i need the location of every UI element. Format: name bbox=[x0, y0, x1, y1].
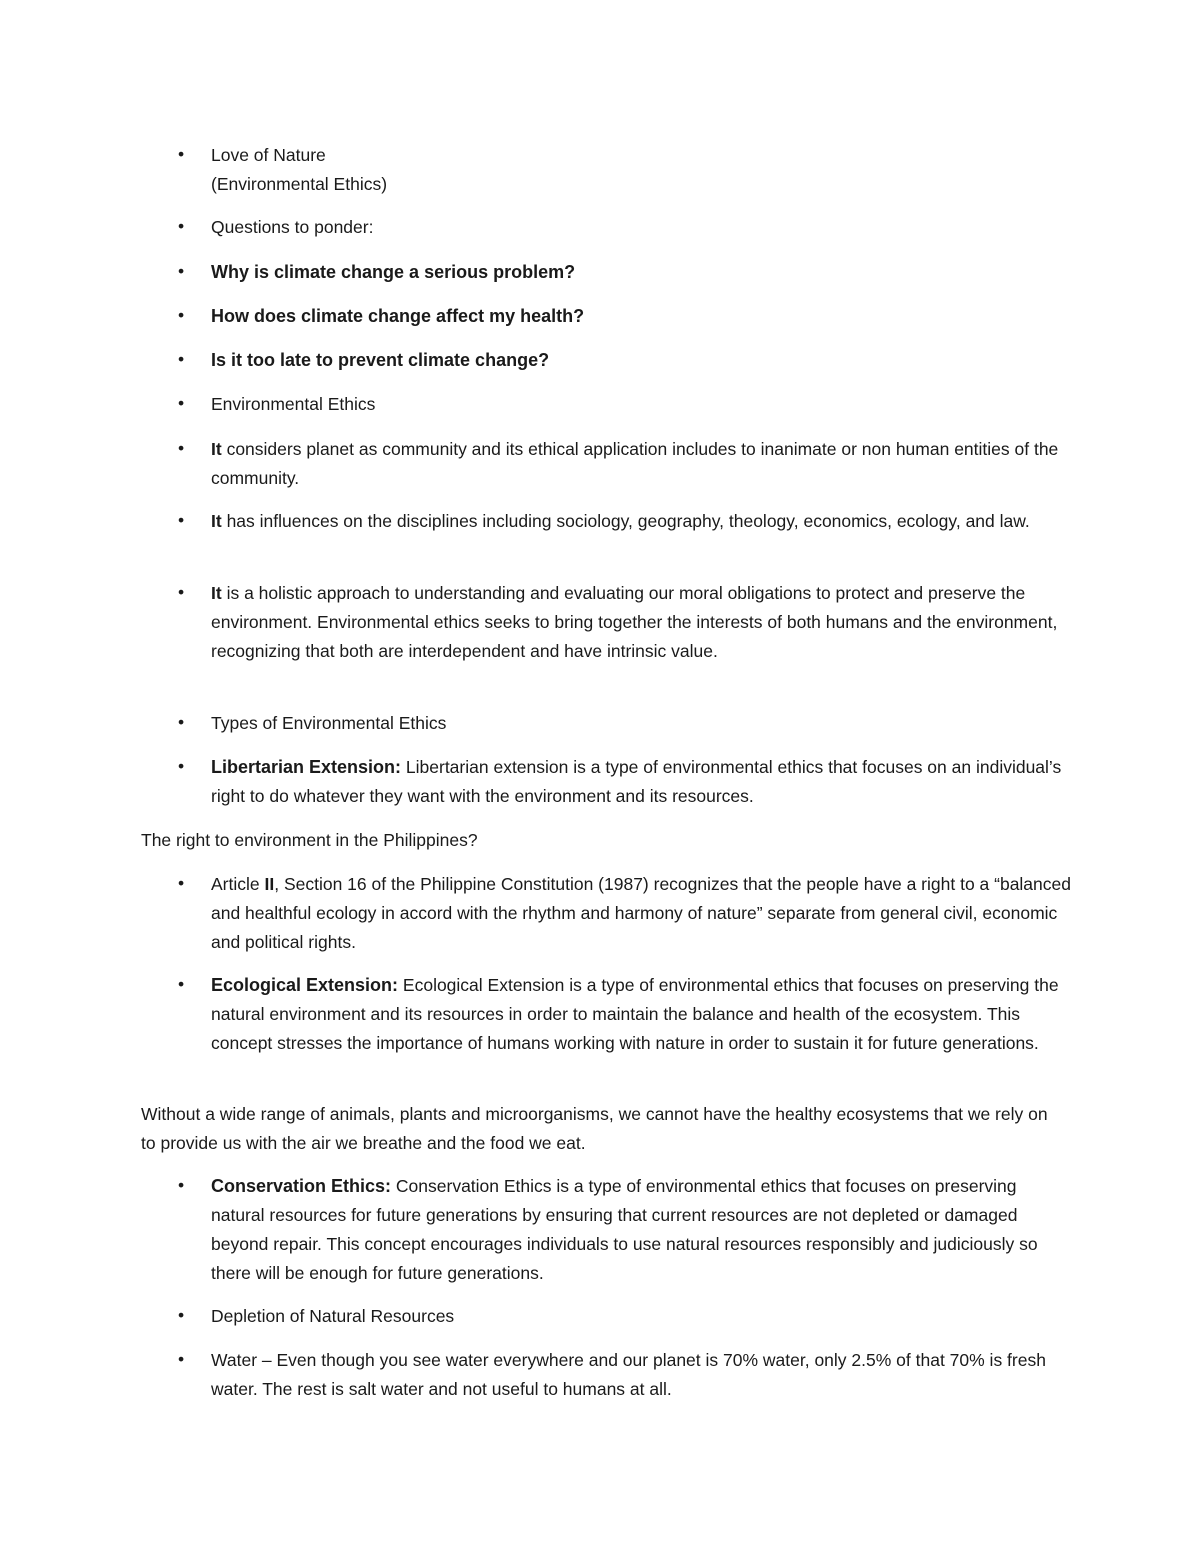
libertarian-extension bbox=[211, 753, 1071, 811]
bullet-icon: • bbox=[178, 349, 185, 369]
article-post: , Section 16 of the Philippine Constitution (1987) recognizes that the people have a right to a “balanced and healthful ecology in accord with the rhythm and harmony of nature” separate from general civil, economic and political rights. bbox=[211, 874, 1071, 952]
depletion-heading: Depletion of Natural Resources bbox=[211, 1306, 455, 1326]
conservation-text: Conservation Ethics is a type of environmental ethics that focuses on preserving natural resources for future generations by ensuring that current resources are not depleted or damaged beyond repair. This concept encourages individuals to use natural resources responsibly and judiciously so there will be enough for future generations. bbox=[211, 1176, 1038, 1283]
libertarian-label: Libertarian Extension: bbox=[211, 757, 402, 777]
subtitle-text: (Environmental Ethics) bbox=[211, 174, 388, 194]
env-point bbox=[211, 435, 1071, 493]
bullet-icon: • bbox=[178, 1349, 185, 1369]
article-pre: Article bbox=[211, 874, 265, 894]
bullet-icon: • bbox=[178, 974, 185, 994]
env-point bbox=[211, 507, 1071, 536]
article-bold: II bbox=[264, 874, 275, 894]
bullet-icon: • bbox=[178, 1305, 185, 1325]
bullet-icon: • bbox=[178, 1175, 185, 1195]
water-point: Water – Even though you see water everywhere and our planet is 70% water, only 2.5% of that 70% is fresh water. The rest is salt water and not useful to humans at all. bbox=[211, 1350, 1046, 1399]
bullet-icon: • bbox=[178, 873, 185, 893]
biodiversity-paragraph: Without a wide range of animals, plants and microorganisms, we cannot have the healthy ecosystems that we rely on to provide us with the air we breathe and the food we eat. bbox=[141, 1104, 1048, 1153]
bullet-icon: • bbox=[178, 216, 185, 236]
questions-heading: Questions to ponder: bbox=[211, 217, 374, 237]
env-ethics-heading: Environmental Ethics bbox=[211, 394, 376, 414]
bullet-icon: • bbox=[178, 144, 185, 164]
env-point-text: has influences on the disciplines including sociology, geography, theology, economics, ecology, and law. bbox=[221, 511, 1030, 531]
bullet-icon: • bbox=[178, 305, 185, 325]
bullet-icon: • bbox=[178, 393, 185, 413]
section-title bbox=[211, 141, 1071, 199]
bullet-icon: • bbox=[178, 438, 185, 458]
title-text: Love of Nature bbox=[211, 145, 326, 165]
question-item: How does climate change affect my health? bbox=[211, 306, 585, 326]
question-item: Why is climate change a serious problem? bbox=[211, 262, 576, 282]
bullet-icon: • bbox=[178, 712, 185, 732]
libertarian-text: Libertarian extension is a type of environmental ethics that focuses on an individual’s right to do whatever they want with the environment and its resources. bbox=[211, 757, 1062, 806]
env-point-text: considers planet as community and its ethical application includes to inanimate or non human entities of the community. bbox=[211, 439, 1059, 488]
conservation-label: Conservation Ethics: bbox=[211, 1176, 392, 1196]
env-point-lead: It bbox=[211, 583, 222, 603]
philippines-question: The right to environment in the Philippines? bbox=[141, 830, 478, 850]
bullet-icon: • bbox=[178, 261, 185, 281]
env-point-lead: It bbox=[211, 511, 222, 531]
env-point bbox=[211, 579, 1071, 666]
article-point bbox=[211, 870, 1071, 957]
bullet-icon: • bbox=[178, 756, 185, 776]
ecological-text: Ecological Extension is a type of environmental ethics that focuses on preserving the natural environment and its resources in order to maintain the balance and health of the ecosystem. This concept stresses the importance of humans working with nature in order to sustain it for future generations. bbox=[211, 975, 1059, 1053]
types-heading: Types of Environmental Ethics bbox=[211, 713, 447, 733]
env-point-lead: It bbox=[211, 439, 222, 459]
bullet-icon: • bbox=[178, 582, 185, 602]
conservation-ethics bbox=[211, 1172, 1071, 1288]
ecological-extension bbox=[211, 971, 1071, 1058]
bullet-icon: • bbox=[178, 510, 185, 530]
env-point-text: is a holistic approach to understanding and evaluating our moral obligations to protect and preserve the environment. Environmental ethics seeks to bring together the interests of both humans and the environment, recognizing that both are interdependent and have intrinsic value. bbox=[211, 583, 1058, 661]
ecological-label: Ecological Extension: bbox=[211, 975, 399, 995]
question-item: Is it too late to prevent climate change? bbox=[211, 350, 550, 370]
